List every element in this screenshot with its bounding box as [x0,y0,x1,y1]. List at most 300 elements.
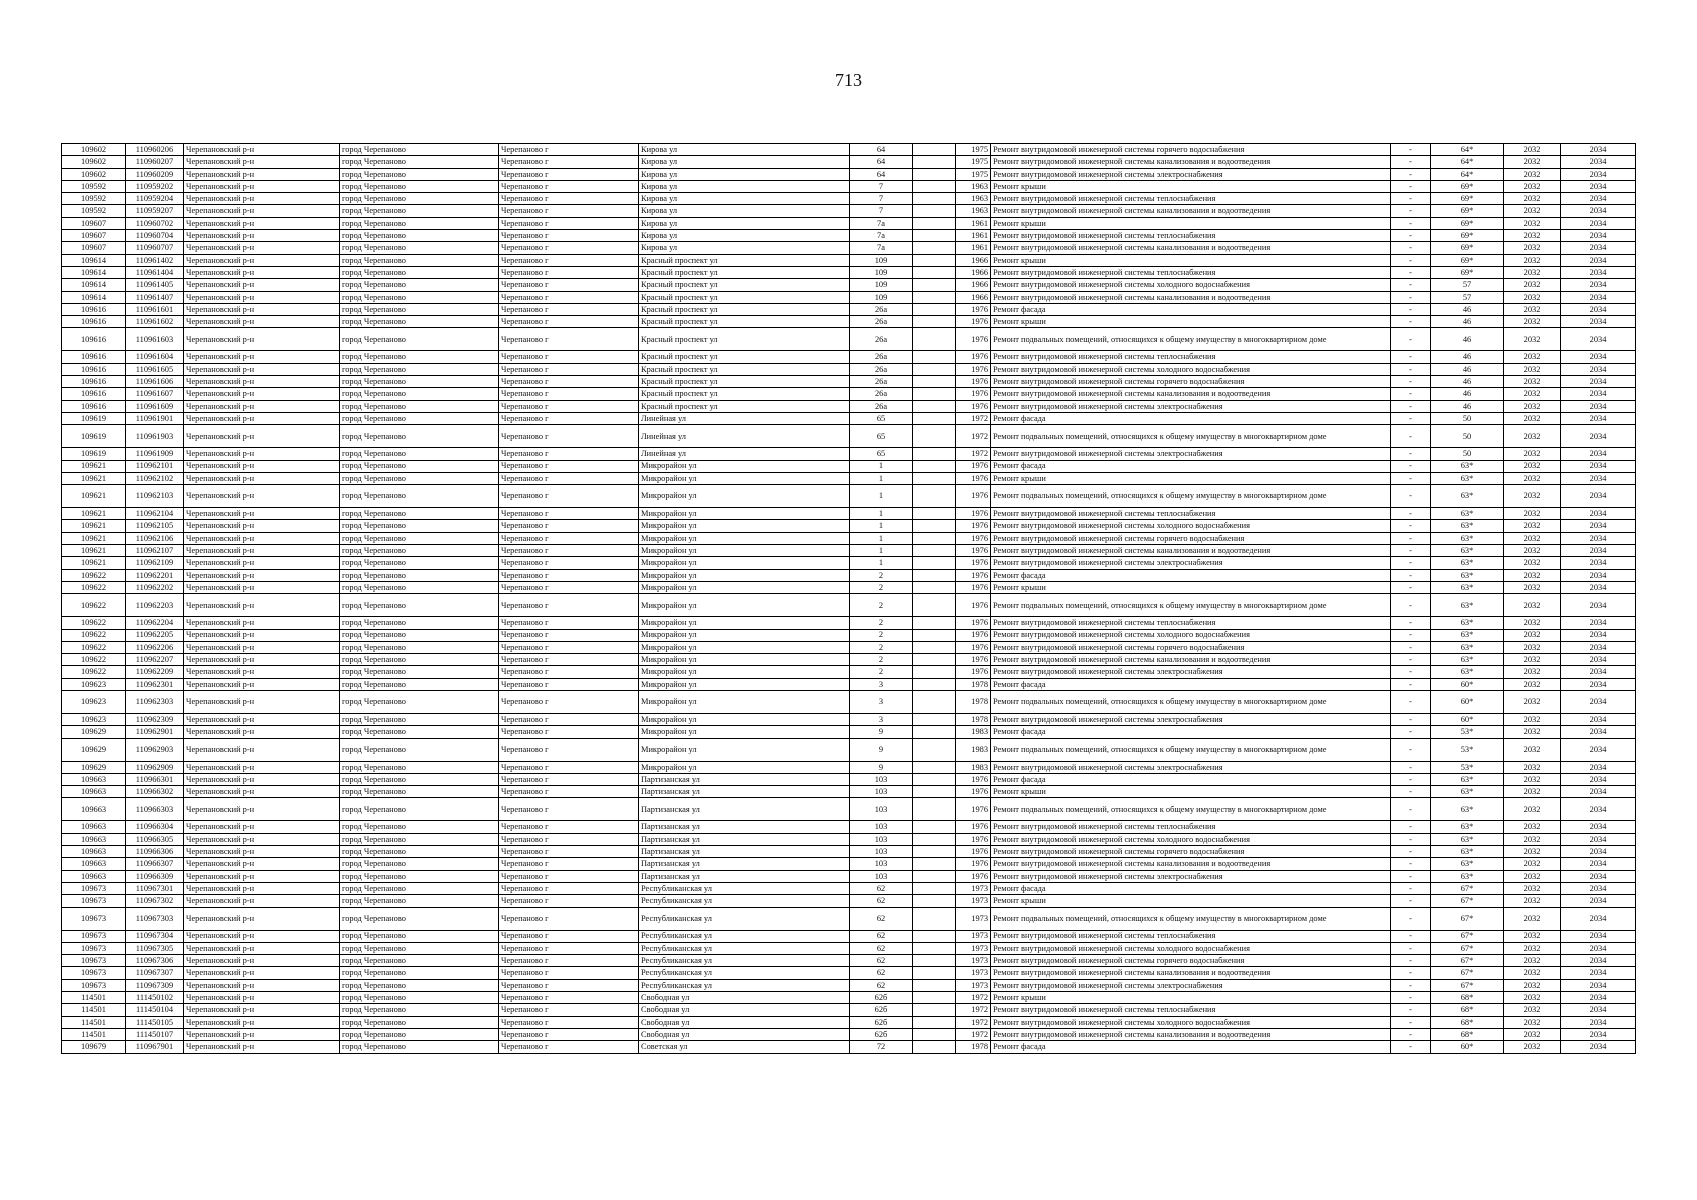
street-cell: Красный проспект ул [639,376,850,388]
work-type-cell: Ремонт фасада [991,569,1391,581]
work-type-cell: Ремонт внутридомовой инженерной системы холодного водоснабжения [991,942,1391,954]
locality-cell: Черепаново г [499,303,639,315]
work-type-cell: Ремонт внутридомовой инженерной системы теплоснабжения [991,193,1391,205]
house-id-cell: 109592 [62,205,126,217]
work-code-cell: 110962107 [126,545,184,557]
street-cell: Микрорайон ул [639,460,850,472]
house-id-cell: 109592 [62,180,126,192]
work-type-cell: Ремонт внутридомовой инженерной системы горячего водоснабжения [991,532,1391,544]
settlement-cell: город Черепаново [340,266,499,278]
locality-cell: Черепаново г [499,1016,639,1028]
house-id-cell: 109607 [62,242,126,254]
year-end-cell: 2034 [1561,992,1636,1004]
table-row [62,761,1636,773]
work-code-cell: 110962103 [126,485,184,508]
building-cell [913,205,956,217]
year-end-cell: 2034 [1561,858,1636,870]
locality-cell: Черепаново г [499,156,639,168]
house-id-cell: 109616 [62,303,126,315]
work-code-cell: 110962303 [126,690,184,713]
street-cell: Микрорайон ул [639,738,850,761]
building-cell [913,761,956,773]
dash-value-cell: - [1391,895,1431,907]
house-number-cell: 2 [850,581,913,593]
street-cell: Микрорайон ул [639,581,850,593]
street-cell: Республиканская ул [639,907,850,930]
work-code-cell: 110966307 [126,858,184,870]
dash-value-cell: - [1391,979,1431,991]
building-cell [913,532,956,544]
year-start-cell: 2032 [1504,821,1561,833]
locality-cell: Черепаново г [499,520,639,532]
district-cell: Черепановский р-н [184,303,340,315]
year-end-cell: 2034 [1561,738,1636,761]
table-row [62,217,1636,229]
table-row [62,508,1636,520]
building-cell [913,858,956,870]
building-cell [913,254,956,266]
dash-value-cell: - [1391,508,1431,520]
settlement-cell: город Черепаново [340,666,499,678]
house-number-cell: 7а [850,217,913,229]
year-built-cell: 1976 [956,833,991,845]
table-row [62,617,1636,629]
district-cell: Черепановский р-н [184,230,340,242]
district-cell: Черепановский р-н [184,388,340,400]
table-row [62,291,1636,303]
cost-value-cell: 69* [1431,193,1504,205]
year-built-cell: 1973 [956,942,991,954]
street-cell: Микрорайон ул [639,666,850,678]
table-row [62,773,1636,785]
year-start-cell: 2032 [1504,472,1561,484]
building-cell [913,1028,956,1040]
cost-value-cell: 63* [1431,666,1504,678]
table-row [62,1004,1636,1016]
cost-value-cell: 63* [1431,460,1504,472]
work-code-cell: 110961909 [126,448,184,460]
year-start-cell: 2032 [1504,713,1561,725]
table-row [62,594,1636,617]
year-built-cell: 1976 [956,316,991,328]
year-end-cell: 2034 [1561,846,1636,858]
street-cell: Красный проспект ул [639,254,850,266]
house-number-cell: 62б [850,1028,913,1040]
year-end-cell: 2034 [1561,303,1636,315]
dash-value-cell: - [1391,448,1431,460]
house-id-cell: 109673 [62,967,126,979]
locality-cell: Черепаново г [499,967,639,979]
year-start-cell: 2032 [1504,992,1561,1004]
street-cell: Линейная ул [639,412,850,424]
settlement-cell: город Черепаново [340,472,499,484]
year-end-cell: 2034 [1561,617,1636,629]
work-type-cell: Ремонт внутридомовой инженерной системы электроснабжения [991,713,1391,725]
settlement-cell: город Черепаново [340,400,499,412]
district-cell: Черепановский р-н [184,291,340,303]
cost-value-cell: 69* [1431,266,1504,278]
year-start-cell: 2032 [1504,363,1561,375]
house-id-cell: 114501 [62,992,126,1004]
cost-value-cell: 53* [1431,761,1504,773]
house-id-cell: 109622 [62,641,126,653]
year-end-cell: 2034 [1561,798,1636,821]
year-built-cell: 1976 [956,460,991,472]
settlement-cell: город Черепаново [340,955,499,967]
year-end-cell: 2034 [1561,460,1636,472]
house-id-cell: 109663 [62,833,126,845]
building-cell [913,955,956,967]
locality-cell: Черепаново г [499,532,639,544]
year-end-cell: 2034 [1561,786,1636,798]
table-row [62,351,1636,363]
street-cell: Партизанская ул [639,821,850,833]
building-cell [913,376,956,388]
locality-cell: Черепаново г [499,726,639,738]
work-type-cell: Ремонт подвальных помещений, относящихся к общему имуществу в многоквартирном доме [991,485,1391,508]
work-type-cell: Ремонт внутридомовой инженерной системы канализования и водоотведения [991,205,1391,217]
district-cell: Черепановский р-н [184,328,340,351]
settlement-cell: город Черепаново [340,569,499,581]
house-id-cell: 109622 [62,617,126,629]
district-cell: Черепановский р-н [184,690,340,713]
house-number-cell: 103 [850,846,913,858]
work-type-cell: Ремонт внутридомовой инженерной системы холодного водоснабжения [991,629,1391,641]
street-cell: Микрорайон ул [639,472,850,484]
street-cell: Микрорайон ул [639,678,850,690]
street-cell: Микрорайон ул [639,485,850,508]
locality-cell: Черепаново г [499,254,639,266]
building-cell [913,666,956,678]
house-number-cell: 2 [850,629,913,641]
street-cell: Линейная ул [639,448,850,460]
settlement-cell: город Черепаново [340,363,499,375]
work-code-cell: 110961601 [126,303,184,315]
house-number-cell: 26а [850,388,913,400]
locality-cell: Черепаново г [499,654,639,666]
street-cell: Партизанская ул [639,870,850,882]
building-cell [913,460,956,472]
house-number-cell: 1 [850,508,913,520]
cost-value-cell: 63* [1431,798,1504,821]
table-row [62,786,1636,798]
house-id-cell: 109622 [62,569,126,581]
dash-value-cell: - [1391,594,1431,617]
settlement-cell: город Черепаново [340,1041,499,1053]
year-built-cell: 1983 [956,761,991,773]
locality-cell: Черепаново г [499,230,639,242]
house-id-cell: 109663 [62,858,126,870]
dash-value-cell: - [1391,666,1431,678]
dash-value-cell: - [1391,168,1431,180]
house-id-cell: 109621 [62,485,126,508]
settlement-cell: город Черепаново [340,738,499,761]
work-type-cell: Ремонт внутридомовой инженерной системы канализования и водоотведения [991,545,1391,557]
house-number-cell: 7 [850,180,913,192]
district-cell: Черепановский р-н [184,979,340,991]
locality-cell: Черепаново г [499,144,639,156]
cost-value-cell: 46 [1431,388,1504,400]
house-number-cell: 3 [850,690,913,713]
settlement-cell: город Черепаново [340,1004,499,1016]
year-end-cell: 2034 [1561,726,1636,738]
year-end-cell: 2034 [1561,156,1636,168]
year-end-cell: 2034 [1561,230,1636,242]
district-cell: Черепановский р-н [184,1028,340,1040]
locality-cell: Черепаново г [499,316,639,328]
building-cell [913,425,956,448]
year-built-cell: 1976 [956,594,991,617]
settlement-cell: город Черепаново [340,532,499,544]
building-cell [913,363,956,375]
settlement-cell: город Черепаново [340,425,499,448]
cost-value-cell: 68* [1431,1016,1504,1028]
year-built-cell: 1972 [956,448,991,460]
settlement-cell: город Черепаново [340,594,499,617]
house-id-cell: 109619 [62,412,126,424]
street-cell: Партизанская ул [639,786,850,798]
work-type-cell: Ремонт внутридомовой инженерной системы холодного водоснабжения [991,363,1391,375]
house-number-cell: 65 [850,412,913,424]
year-end-cell: 2034 [1561,761,1636,773]
year-start-cell: 2032 [1504,193,1561,205]
year-start-cell: 2032 [1504,168,1561,180]
dash-value-cell: - [1391,690,1431,713]
work-code-cell: 110962901 [126,726,184,738]
work-code-cell: 110962206 [126,641,184,653]
work-code-cell: 110966303 [126,798,184,821]
district-cell: Черепановский р-н [184,545,340,557]
district-cell: Черепановский р-н [184,425,340,448]
house-id-cell: 109663 [62,798,126,821]
dash-value-cell: - [1391,363,1431,375]
house-id-cell: 109623 [62,690,126,713]
cost-value-cell: 64* [1431,168,1504,180]
year-built-cell: 1973 [956,955,991,967]
locality-cell: Черепаново г [499,870,639,882]
cost-value-cell: 53* [1431,738,1504,761]
year-end-cell: 2034 [1561,472,1636,484]
year-start-cell: 2032 [1504,291,1561,303]
settlement-cell: город Черепаново [340,1028,499,1040]
house-id-cell: 109622 [62,629,126,641]
locality-cell: Черепаново г [499,992,639,1004]
table-row [62,1016,1636,1028]
work-type-cell: Ремонт крыши [991,895,1391,907]
locality-cell: Черепаново г [499,412,639,424]
cost-value-cell: 64* [1431,156,1504,168]
settlement-cell: город Черепаново [340,180,499,192]
building-cell [913,967,956,979]
work-code-cell: 110967301 [126,882,184,894]
house-id-cell: 109663 [62,870,126,882]
table-row [62,942,1636,954]
street-cell: Микрорайон ул [639,520,850,532]
street-cell: Кирова ул [639,217,850,229]
work-code-cell: 110962203 [126,594,184,617]
year-end-cell: 2034 [1561,193,1636,205]
year-built-cell: 1976 [956,351,991,363]
table-row [62,979,1636,991]
work-type-cell: Ремонт подвальных помещений, относящихся к общему имуществу в многоквартирном доме [991,328,1391,351]
year-end-cell: 2034 [1561,291,1636,303]
year-start-cell: 2032 [1504,485,1561,508]
settlement-cell: город Черепаново [340,678,499,690]
settlement-cell: город Черепаново [340,254,499,266]
table-row [62,425,1636,448]
street-cell: Республиканская ул [639,967,850,979]
cost-value-cell: 63* [1431,629,1504,641]
dash-value-cell: - [1391,266,1431,278]
table-row [62,821,1636,833]
building-cell [913,942,956,954]
cost-value-cell: 46 [1431,303,1504,315]
locality-cell: Черепаново г [499,761,639,773]
house-number-cell: 2 [850,569,913,581]
work-code-cell: 110962106 [126,532,184,544]
settlement-cell: город Черепаново [340,328,499,351]
locality-cell: Черепаново г [499,833,639,845]
district-cell: Черепановский р-н [184,168,340,180]
building-cell [913,798,956,821]
cost-value-cell: 67* [1431,882,1504,894]
cost-value-cell: 50 [1431,425,1504,448]
cost-value-cell: 63* [1431,581,1504,593]
dash-value-cell: - [1391,400,1431,412]
dash-value-cell: - [1391,930,1431,942]
dash-value-cell: - [1391,351,1431,363]
dash-value-cell: - [1391,870,1431,882]
house-id-cell: 109621 [62,545,126,557]
house-id-cell: 109619 [62,425,126,448]
building-cell [913,654,956,666]
locality-cell: Черепаново г [499,376,639,388]
building-cell [913,291,956,303]
work-code-cell: 110962903 [126,738,184,761]
work-type-cell: Ремонт внутридомовой инженерной системы электроснабжения [991,870,1391,882]
work-type-cell: Ремонт внутридомовой инженерной системы электроснабжения [991,557,1391,569]
house-number-cell: 3 [850,678,913,690]
district-cell: Черепановский р-н [184,992,340,1004]
work-type-cell: Ремонт внутридомовой инженерной системы канализования и водоотведения [991,654,1391,666]
table-row [62,738,1636,761]
district-cell: Черепановский р-н [184,412,340,424]
table-row [62,895,1636,907]
work-type-cell: Ремонт крыши [991,992,1391,1004]
house-id-cell: 109621 [62,460,126,472]
table-row [62,180,1636,192]
house-id-cell: 114501 [62,1028,126,1040]
locality-cell: Черепаново г [499,690,639,713]
street-cell: Микрорайон ул [639,545,850,557]
table-row [62,316,1636,328]
cost-value-cell: 63* [1431,858,1504,870]
house-number-cell: 26а [850,303,913,315]
year-built-cell: 1961 [956,242,991,254]
work-type-cell: Ремонт фасада [991,882,1391,894]
year-start-cell: 2032 [1504,942,1561,954]
year-end-cell: 2034 [1561,254,1636,266]
street-cell: Микрорайон ул [639,761,850,773]
table-row [62,266,1636,278]
year-end-cell: 2034 [1561,942,1636,954]
dash-value-cell: - [1391,858,1431,870]
dash-value-cell: - [1391,279,1431,291]
table-row [62,858,1636,870]
work-type-cell: Ремонт фасада [991,678,1391,690]
table-row [62,193,1636,205]
district-cell: Черепановский р-н [184,279,340,291]
year-built-cell: 1976 [956,376,991,388]
year-start-cell: 2032 [1504,448,1561,460]
building-cell [913,895,956,907]
dash-value-cell: - [1391,773,1431,785]
house-number-cell: 64 [850,156,913,168]
street-cell: Красный проспект ул [639,351,850,363]
year-end-cell: 2034 [1561,485,1636,508]
cost-value-cell: 53* [1431,726,1504,738]
table-row [62,666,1636,678]
street-cell: Кирова ул [639,180,850,192]
work-type-cell: Ремонт внутридомовой инженерной системы канализования и водоотведения [991,858,1391,870]
year-end-cell: 2034 [1561,363,1636,375]
building-cell [913,230,956,242]
year-built-cell: 1976 [956,363,991,375]
year-end-cell: 2034 [1561,882,1636,894]
table-row [62,485,1636,508]
work-type-cell: Ремонт внутридомовой инженерной системы электроснабжения [991,400,1391,412]
street-cell: Микрорайон ул [639,690,850,713]
work-code-cell: 110966302 [126,786,184,798]
street-cell: Республиканская ул [639,955,850,967]
house-id-cell: 109602 [62,156,126,168]
cost-value-cell: 60* [1431,713,1504,725]
building-cell [913,388,956,400]
table-row [62,955,1636,967]
work-code-cell: 110962104 [126,508,184,520]
work-type-cell: Ремонт внутридомовой инженерной системы электроснабжения [991,666,1391,678]
year-start-cell: 2032 [1504,1028,1561,1040]
year-start-cell: 2032 [1504,858,1561,870]
year-start-cell: 2032 [1504,690,1561,713]
settlement-cell: город Черепаново [340,193,499,205]
year-start-cell: 2032 [1504,738,1561,761]
table-row [62,545,1636,557]
locality-cell: Черепаново г [499,629,639,641]
work-code-cell: 110962102 [126,472,184,484]
locality-cell: Черепаново г [499,425,639,448]
dash-value-cell: - [1391,617,1431,629]
work-code-cell: 110967901 [126,1041,184,1053]
work-code-cell: 110962209 [126,666,184,678]
work-type-cell: Ремонт внутридомовой инженерной системы канализования и водоотведения [991,967,1391,979]
locality-cell: Черепаново г [499,388,639,400]
year-start-cell: 2032 [1504,242,1561,254]
house-id-cell: 109614 [62,291,126,303]
work-code-cell: 110961605 [126,363,184,375]
dash-value-cell: - [1391,1028,1431,1040]
building-cell [913,629,956,641]
locality-cell: Черепаново г [499,291,639,303]
year-start-cell: 2032 [1504,545,1561,557]
work-type-cell: Ремонт внутридомовой инженерной системы теплоснабжения [991,351,1391,363]
district-cell: Черепановский р-н [184,557,340,569]
dash-value-cell: - [1391,678,1431,690]
building-cell [913,907,956,930]
street-cell: Микрорайон ул [639,569,850,581]
house-id-cell: 109622 [62,654,126,666]
table-row [62,629,1636,641]
